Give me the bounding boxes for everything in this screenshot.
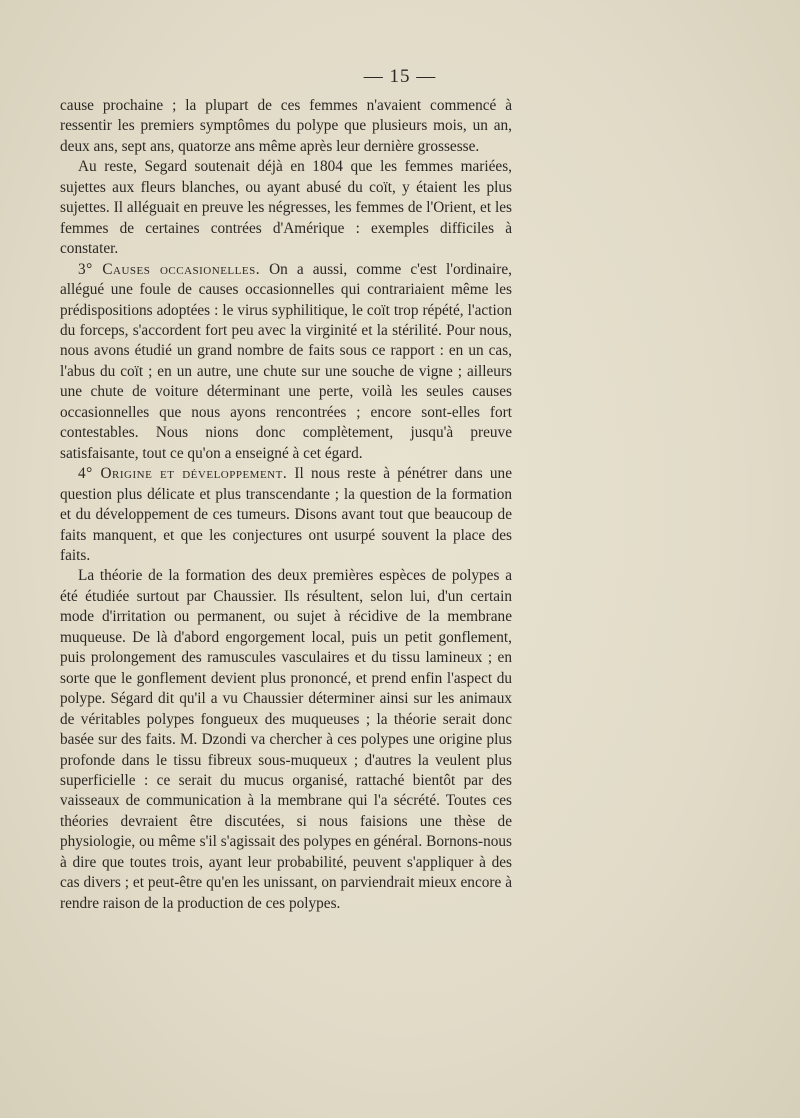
section-heading-origine: 4° Origine et développement. — [78, 465, 288, 483]
paragraph-4-text: Il nous reste à pénétrer dans une question plus délicate et plus transcendante ; la question de la formation et du développement de ces tumeurs. Disons avant tout que beaucoup de faits manquent, et que les conjectures ont usurpé souvent la place des faits. — [60, 465, 512, 564]
paragraph-2 — [60, 157, 512, 259]
paragraph-3 — [60, 260, 512, 465]
paragraph-5-text: La théorie de la formation des deux premières espèces de polypes a été étudiée surtout par Chaussier. Ils résultent, selon lui, d'un certain mode d'irritation ou permanent, ou sujet à récidive de la membrane muqueuse. De là d'abord engorgement local, puis un petit gonflement, puis prolongement des ramuscules vasculaires et du tissu lamineux ; en sorte que le gonflement devient plus prononcé, et prend enfin l'aspect du polype. Ségard dit qu'il a vu Chaussier déterminer ainsi sur les animaux de véritables polypes fongueux des muqueuses ; la théorie serait donc basée sur des faits. M. Dzondi va chercher à ces polypes une origine plus profonde dans le tissu fibreux sous-muqueux ; d'autres la veulent plus superficielle : ce serait du mucus organisé, rattaché bientôt par des vaisseaux de communication à la membrane qui l'a sécrété. Toutes ces théories devraient être discutées, si nous faisions une thèse de physiologie, ou même s'il s'agissait des polypes en général. Bornons-nous à dire que toutes trois, ayant leur probabilité, peuvent s'appliquer à des cas divers ; et peut-être qu'en les unissant, on parviendrait mieux encore à rendre raison de la production de ces polypes. — [60, 567, 512, 912]
body-text — [60, 96, 512, 914]
paragraph-2-text: Au reste, Segard soutenait déjà en 1804 que les femmes mariées, sujettes aux fleurs blanches, ou ayant abusé du coït, y étaient les plus sujettes. Il alléguait en preuve les négresses, les femmes de l'Orient, et les femmes de certaines contrées d'Amérique : exemples difficiles à constater. — [60, 158, 512, 258]
paragraph-5 — [60, 566, 512, 914]
paragraph-4 — [60, 464, 512, 566]
paragraph-1 — [60, 96, 512, 157]
section-heading-causes: 3° Causes occasionelles. — [78, 260, 261, 278]
page-number: — 15 — — [363, 66, 437, 87]
paragraph-3-text: On a aussi, comme c'est l'ordinaire, allégué une foule de causes occasionnelles qui contrariaient même les prédispositions adoptées : le virus syphilitique, le coït trop répété, l'action du forceps, s'accordent fort peu avec la virginité et la stérilité. Pour nous, nous avons étudié un grand nombre de faits sous ce rapport : en un cas, l'abus du coït ; en un autre, une chute sur une souche de vigne ; ailleurs une chute de voiture déterminant une perte, voilà les seules causes occasionnelles que nous ayons rencontrées ; encore sont-elles fort contestables. Nous nions donc complètement, jusqu'à preuve satisfaisante, tout ce qu'on a enseigné à cet égard. — [60, 260, 513, 462]
paragraph-1-text: cause prochaine ; la plupart de ces femmes n'avaient commencé à ressentir les premiers symptômes du polype que plusieurs mois, un an, deux ans, sept ans, quatorze ans même après leur dernière grossesse. — [60, 97, 512, 155]
